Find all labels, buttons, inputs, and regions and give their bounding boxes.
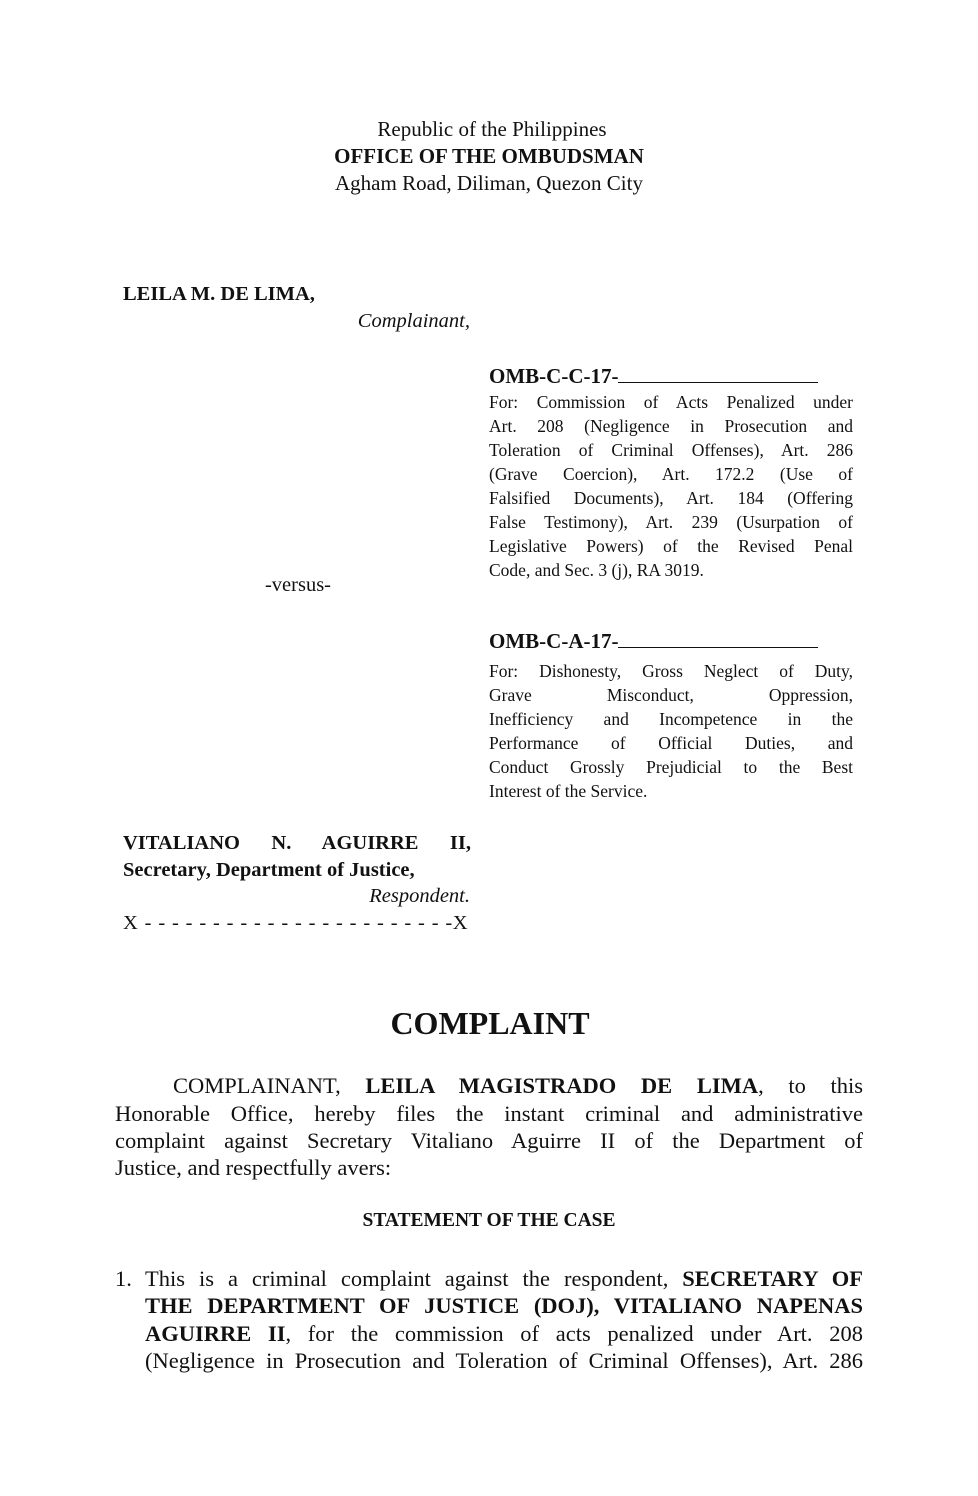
office-address: Agham Road, Diliman, Quezon City (335, 171, 643, 195)
case-number-administrative (489, 629, 818, 654)
case-number-text: OMB-C-C-17- (489, 364, 619, 388)
intro-line: Honorable Office, hereby files the instant criminal and administrative (115, 1101, 863, 1126)
case-number-blank (618, 629, 818, 648)
case-description-line: False Testimony), Art. 239 (Usurpation of (489, 512, 853, 532)
item-line: (Negligence in Prosecution and Toleration of Criminal Offenses), Art. 286 (145, 1348, 863, 1373)
case-description-line (489, 683, 853, 707)
item-text: This is a criminal complaint against the respondent, (145, 1266, 683, 1291)
intro-line (173, 1072, 863, 1100)
office-heading: OFFICE OF THE OMBUDSMAN (334, 144, 644, 168)
case-description-line: Legislative Powers) of the Revised Penal (489, 536, 853, 556)
item-number: 1. (115, 1266, 132, 1291)
case-description-line: For: Commission of Acts Penalized under (489, 392, 853, 412)
caption-separator: X - - - - - - - - - - - - - - - - - - - - - - -X (123, 912, 468, 934)
intro-text: , to this (758, 1073, 863, 1098)
complainant-role: Complainant, (357, 310, 470, 332)
document-title: COMPLAINT (390, 1005, 590, 1041)
intro-line: complaint against Secretary Vitaliano Aguirre II of the Department of (115, 1128, 863, 1153)
respondent-role: Respondent. (369, 885, 470, 907)
respondent-title: Secretary, Department of Justice, (123, 859, 415, 881)
section-heading: STATEMENT OF THE CASE (362, 1210, 616, 1231)
item-text: , for the commission of acts penalized under Art. 208 (285, 1321, 863, 1346)
case-description-line: Performance of Official Duties, and (489, 733, 853, 753)
respondent-name: VITALIANO N. AGUIRRE II, (123, 832, 471, 854)
case-description-line: Inefficiency and Incompetence in the (489, 709, 853, 729)
intro-text: COMPLAINANT, (173, 1073, 366, 1098)
item-bold-text: SECRETARY OF (682, 1266, 863, 1291)
case-number-criminal (489, 364, 818, 389)
complainant-name: LEILA M. DE LIMA, (123, 283, 315, 305)
case-description-line: Art. 208 (Negligence in Prosecution and (489, 416, 853, 436)
complainant-full-name: LEILA MAGISTRADO DE LIMA (365, 1073, 759, 1098)
item-line (145, 1265, 863, 1293)
case-description-text: Grave Misconduct, Oppression, (489, 685, 853, 705)
republic-heading: Republic of the Philippines (377, 117, 607, 141)
case-description-line: (Grave Coercion), Art. 172.2 (Use of (489, 464, 853, 484)
case-number-blank (618, 364, 818, 383)
case-description-line: Toleration of Criminal Offenses), Art. 286 (489, 440, 853, 460)
case-number-text: OMB-C-A-17- (489, 629, 619, 653)
versus-label: -versus- (264, 574, 332, 596)
intro-line: Justice, and respectfully avers: (115, 1155, 392, 1180)
item-bold-text: AGUIRRE II (145, 1321, 286, 1346)
case-description-line: For: Dishonesty, Gross Neglect of Duty, (489, 661, 853, 681)
case-description-line: Interest of the Service. (489, 781, 648, 801)
item-line (145, 1320, 863, 1348)
item-line: THE DEPARTMENT OF JUSTICE (DOJ), VITALIANO NAPENAS (145, 1293, 863, 1318)
case-description-line: Code, and Sec. 3 (j), RA 3019. (489, 560, 704, 580)
case-description-line: Conduct Grossly Prejudicial to the Best (489, 757, 853, 777)
case-description-line: Falsified Documents), Art. 184 (Offering (489, 488, 853, 508)
